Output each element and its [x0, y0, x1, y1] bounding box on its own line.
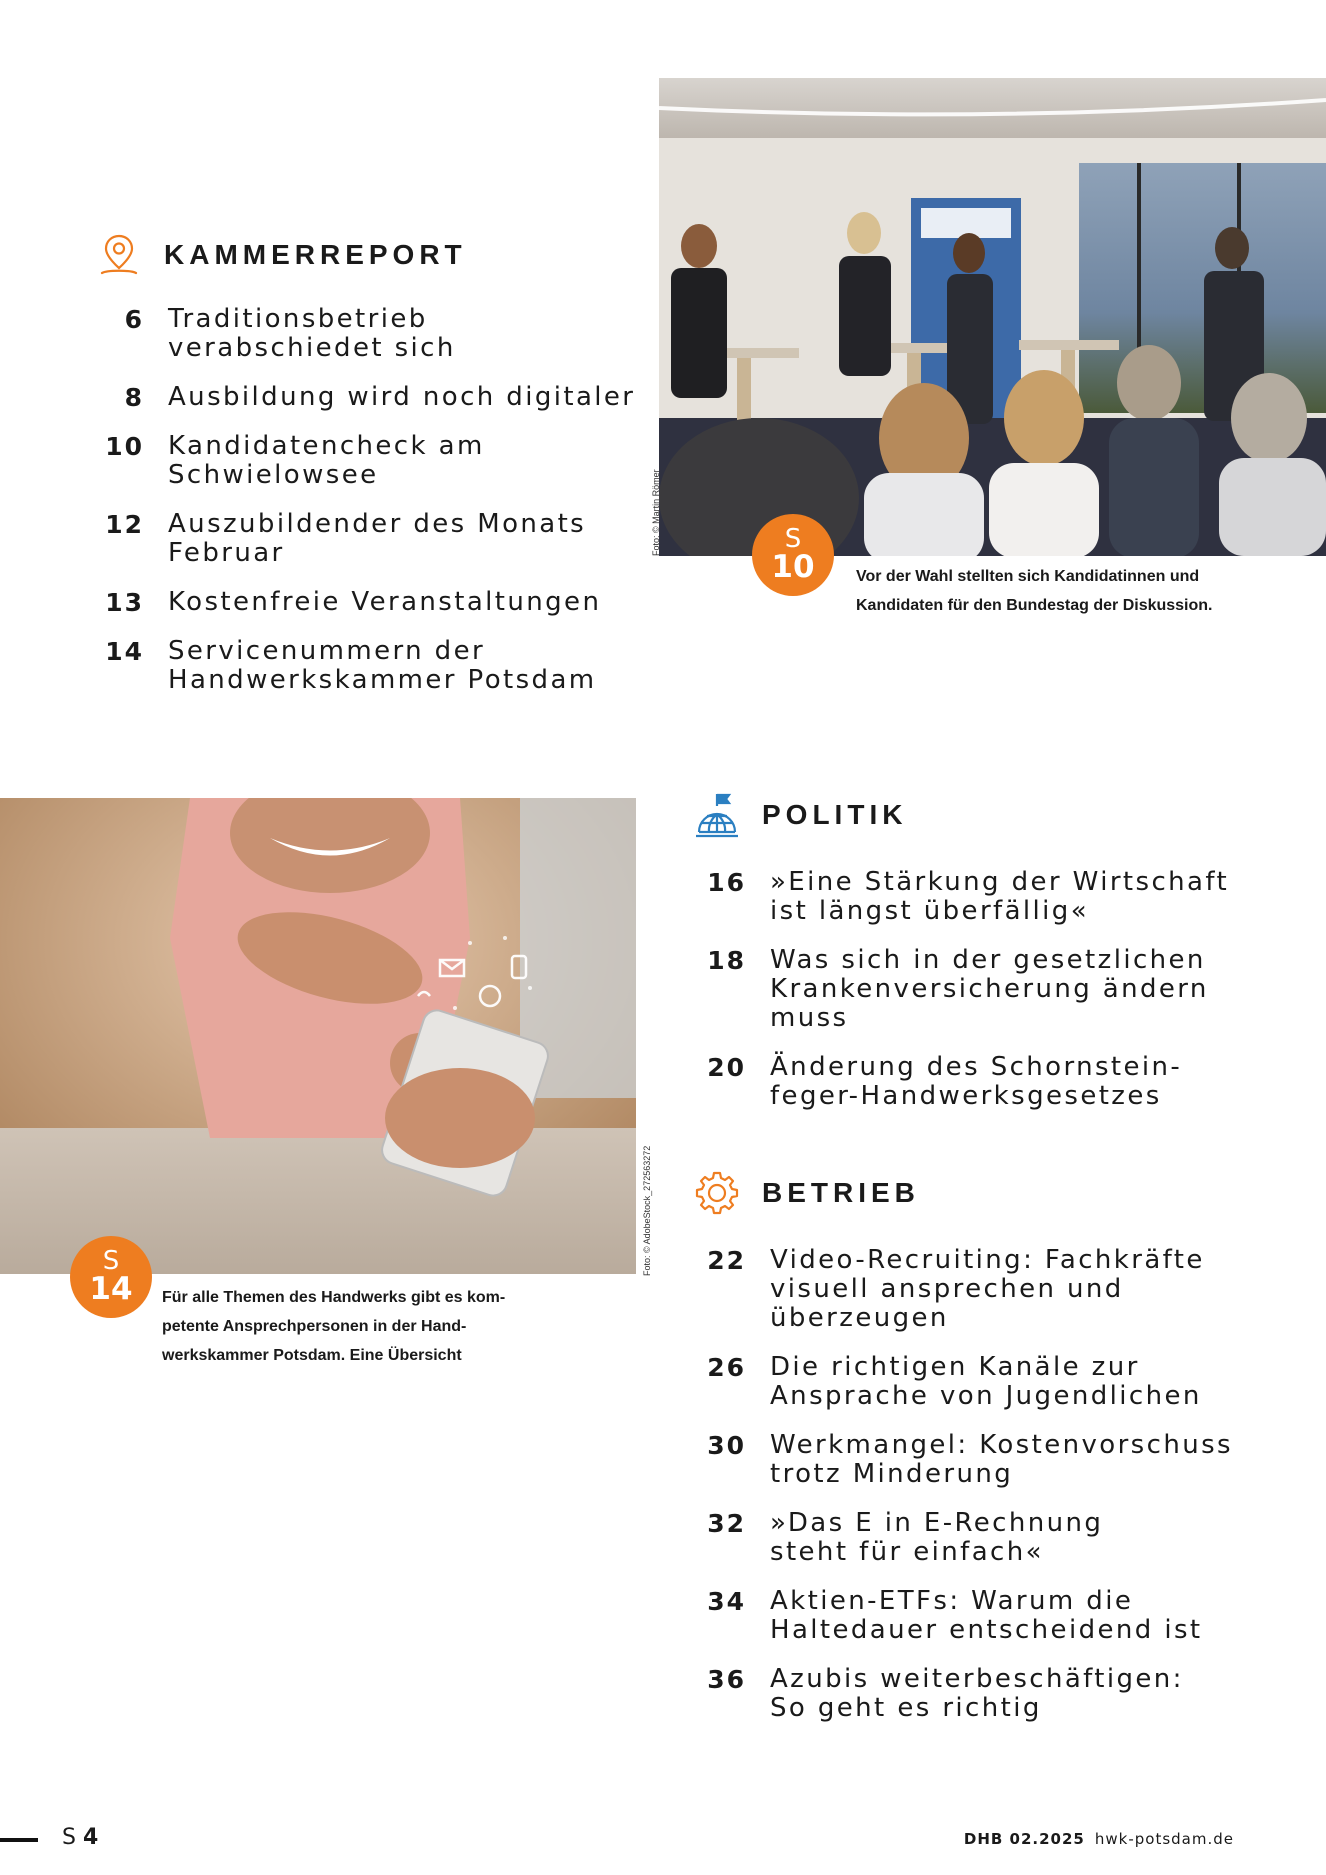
- toc-page-number: 20: [707, 1053, 746, 1082]
- toc-entry[interactable]: [694, 1431, 1314, 1489]
- toc-title: Auszubildender des Monats Februar: [168, 509, 587, 568]
- footer-issue-info: [964, 1830, 1234, 1848]
- map-pin-icon: [96, 232, 142, 278]
- toc-entry[interactable]: [96, 432, 656, 490]
- toc-title: Änderung des Schornstein- feger-Handwerksgesetzes: [770, 1052, 1183, 1111]
- toc-entry[interactable]: [96, 383, 656, 412]
- page-badge[interactable]: [70, 1236, 152, 1318]
- page-badge[interactable]: [752, 514, 834, 596]
- badge-page-number: 10: [771, 549, 815, 585]
- toc-title: »Eine Stärkung der Wirtschaft ist längst überfällig«: [770, 867, 1230, 926]
- toc-title: »Das E in E-Rechnung steht für einfach«: [770, 1508, 1104, 1567]
- section-header-kammerreport: [96, 232, 467, 278]
- toc-entry[interactable]: [694, 1246, 1314, 1333]
- photo-caption: Für alle Themen des Handwerks gibt es kom- petente Ansprechpersonen in der Hand- werkskammer Potsdam. Eine Übersicht: [162, 1289, 506, 1364]
- toc-entry[interactable]: [694, 1509, 1314, 1567]
- footer-issue: DHB 02.2025: [963, 1830, 1085, 1848]
- badge-s-label: S: [784, 524, 802, 554]
- toc-page-number: 22: [707, 1246, 746, 1275]
- section-header-politik: [694, 792, 907, 838]
- badge-s-label: S: [102, 1246, 120, 1276]
- photo-smartphone: [0, 798, 636, 1274]
- toc-kammerreport: [96, 305, 656, 715]
- photo-caption: Vor der Wahl stellten sich Kandidatinnen und Kandidaten für den Bundestag der Diskussion.: [856, 568, 1213, 614]
- section-title: BETRIEB: [762, 1177, 920, 1208]
- toc-page-number: 10: [105, 432, 144, 461]
- toc-entry[interactable]: [694, 946, 1314, 1033]
- toc-title: Kostenfreie Veranstaltungen: [168, 587, 602, 617]
- footer-page-number: [62, 1825, 98, 1850]
- toc-title: Aktien-ETFs: Warum die Haltedauer entscheidend ist: [770, 1586, 1203, 1645]
- toc-title: Ausbildung wird noch digitaler: [168, 382, 636, 412]
- panel-discussion-image: [659, 78, 1326, 556]
- smartphone-image: [0, 798, 636, 1274]
- toc-page-number: 14: [105, 637, 144, 666]
- toc-title: Was sich in der gesetzlichen Krankenversicherung ändern muss: [770, 945, 1209, 1033]
- toc-page-number: 26: [707, 1353, 746, 1382]
- toc-page-number: 16: [707, 868, 746, 897]
- photo-credit: Foto: © Martin Römer: [651, 469, 661, 556]
- toc-title: Werkmangel: Kostenvorschuss trotz Minderung: [770, 1430, 1233, 1489]
- toc-entry[interactable]: [694, 1587, 1314, 1645]
- toc-page-number: 18: [707, 946, 746, 975]
- toc-page-number: 30: [707, 1431, 746, 1460]
- photo-credit: Foto: © AdobeStock_272563272: [642, 1145, 652, 1276]
- toc-page-number: 32: [707, 1509, 746, 1538]
- section-title: KAMMERREPORT: [164, 239, 467, 270]
- toc-entry[interactable]: [96, 588, 656, 617]
- toc-page-number: 13: [105, 588, 144, 617]
- gear-icon: [694, 1170, 740, 1216]
- toc-page-number: 36: [707, 1665, 746, 1694]
- footer-page: 4: [82, 1825, 99, 1850]
- toc-entry[interactable]: [694, 1053, 1314, 1111]
- toc-title: Video-Recruiting: Fachkräfte visuell ansprechen und überzeugen: [770, 1245, 1205, 1333]
- toc-entry[interactable]: [694, 868, 1314, 926]
- toc-page-number: 6: [124, 305, 144, 334]
- toc-entry[interactable]: [96, 305, 656, 363]
- footer-rule: [0, 1838, 38, 1842]
- footer-s-label: S: [62, 1825, 76, 1850]
- globe-flag-icon: [694, 792, 740, 838]
- section-title: POLITIK: [762, 799, 908, 830]
- toc-politik: [694, 868, 1314, 1131]
- toc-title: Traditionsbetrieb verabschiedet sich: [168, 304, 456, 363]
- footer-website-link[interactable]: hwk-potsdam.de: [1094, 1830, 1234, 1848]
- toc-page-number: 12: [105, 510, 144, 539]
- badge-page-number: 14: [89, 1271, 133, 1307]
- toc-page-number: 8: [124, 383, 144, 412]
- photo-panel-discussion: [659, 78, 1326, 556]
- toc-title: Servicenummern der Handwerkskammer Potsdam: [168, 636, 597, 695]
- toc-entry[interactable]: [96, 637, 656, 695]
- toc-page-number: 34: [707, 1587, 746, 1616]
- toc-entry[interactable]: [96, 510, 656, 568]
- toc-betrieb: [694, 1246, 1314, 1743]
- toc-entry[interactable]: [694, 1665, 1314, 1723]
- toc-title: Kandidatencheck am Schwielowsee: [168, 431, 485, 490]
- toc-entry[interactable]: [694, 1353, 1314, 1411]
- toc-title: Azubis weiterbeschäftigen: So geht es richtig: [770, 1664, 1184, 1723]
- section-header-betrieb: [694, 1170, 920, 1216]
- toc-title: Die richtigen Kanäle zur Ansprache von Jugendlichen: [770, 1352, 1202, 1411]
